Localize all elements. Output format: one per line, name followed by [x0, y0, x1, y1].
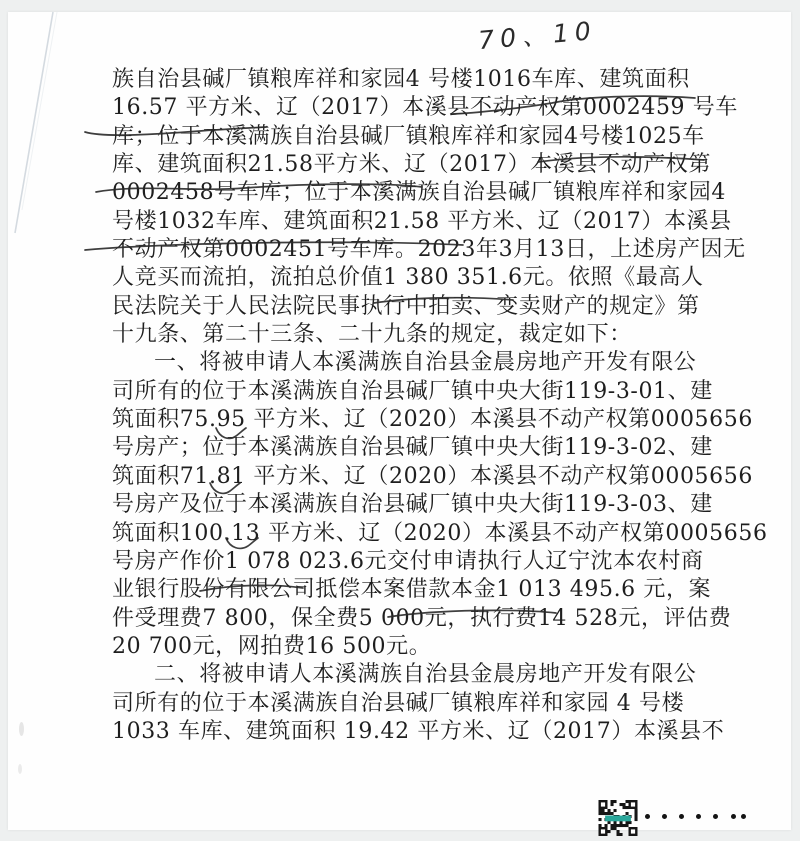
handwritten-page-note: 70、10: [477, 15, 598, 56]
qr-accent-bar: [605, 816, 631, 822]
document-line: 不动产权第0002451号车库。2023年3月13日，上述房产因无: [112, 237, 746, 263]
document-line: 司所有的位于本溪满族自治县碱厂镇粮库祥和家园 4 号楼: [112, 690, 685, 716]
document-line: 号楼1032车库、建筑面积21.58 平方米、辽（2017）本溪县: [112, 208, 732, 234]
document-line: 件受理费7 800，保全费5 000元，执行费14 528元，评估费: [112, 605, 732, 631]
document-line: 号房产及位于本溪满族自治县碱厂镇中央大街119-3-03、建: [112, 492, 713, 518]
document-line: 筑面积71.81 平方米、辽（2020）本溪县不动产权第0005656: [112, 463, 753, 489]
scan-smudge: [18, 764, 22, 774]
document-line: 号房产；位于本溪满族自治县碱厂镇中央大街119-3-02、建: [112, 435, 713, 461]
document-line: 16.57 平方米、辽（2017）本溪县不动产权第0002459 号车: [112, 95, 738, 121]
document-line: 司所有的位于本溪满族自治县碱厂镇中央大街119-3-01、建: [112, 378, 713, 404]
qr-code: [598, 800, 638, 836]
document-line: 人竞买而流拍，流拍总价值1 380 351.6元。依照《最高人: [112, 265, 704, 291]
document-line: 1033 车库、建筑面积 19.42 平方米、辽（2017）本溪县不: [112, 718, 725, 744]
document-line: 0002458号车库；位于本溪满族自治县碱厂镇粮库祥和家园4: [112, 180, 726, 206]
document-line: 库、建筑面积21.58平方米、辽（2017）本溪县不动产权第: [112, 152, 711, 178]
document-line: 号房产作价1 078 023.6元交付申请执行人辽宁沈本农村商: [112, 548, 704, 574]
document-line: 筑面积75.95 平方米、辽（2020）本溪县不动产权第0005656: [112, 407, 753, 433]
document-line: 业银行股份有限公司抵偿本案借款本金1 013 495.6 元，案: [112, 577, 712, 603]
document-line: 一、将被申请人本溪满族自治县金晨房地产开发有限公: [154, 350, 697, 376]
document-line: 族自治县碱厂镇粮库祥和家园4 号楼1016车库、建筑面积: [112, 67, 690, 92]
document-line: 筑面积100.13 平方米、辽（2020）本溪县不动产权第0005656: [112, 520, 768, 546]
document-line: 库；位于本溪满族自治县碱厂镇粮库祥和家园4号楼1025车: [112, 123, 705, 149]
document-text: [112, 66, 768, 746]
document-line: 二、将被申请人本溪满族自治县金晨房地产开发有限公: [154, 662, 697, 688]
document-line: 民法院关于人民法院民事执行中拍卖、变卖财产的规定》第: [112, 293, 700, 319]
document-line: 十九条、第二十三条、二十九条的规定，裁定如下：: [112, 322, 632, 348]
document-line: 20 700元，网拍费16 500元。: [112, 633, 432, 659]
scan-smudge: [19, 722, 24, 736]
